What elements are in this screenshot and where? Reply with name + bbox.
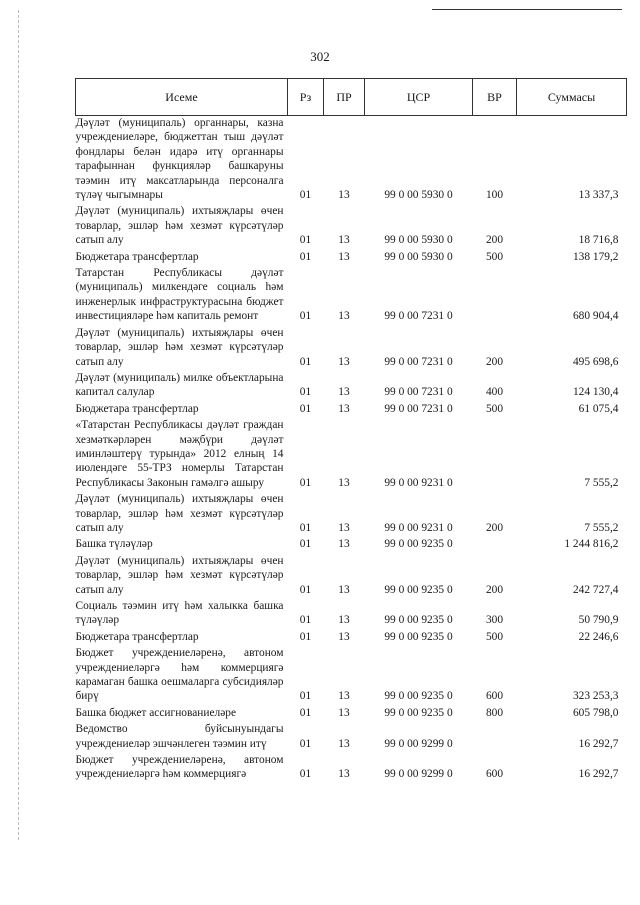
cell-pr: 13	[338, 310, 350, 323]
cell-csr: 99 0 00 9235 0	[384, 538, 453, 551]
cell-sum: 50 790,9	[578, 614, 619, 627]
column-header-name: Исеме	[76, 79, 288, 116]
cell-pr: 13	[338, 476, 350, 489]
cell-pr: 13	[338, 614, 350, 627]
cell-pr: 13	[338, 355, 350, 368]
cell-pr: 13	[338, 521, 350, 534]
cell-pr: 13	[338, 706, 350, 719]
table-row	[76, 416, 627, 490]
cell-rz: 01	[299, 630, 312, 643]
table-row	[76, 324, 627, 369]
cell-name: Бюджетара трансфертлар	[75, 402, 199, 415]
cell-name: Ведомство буйсынуындагы учреждениеләр эшчәнлеген тәэмин итү	[75, 723, 284, 750]
cell-sum: 124 130,4	[572, 386, 619, 399]
cell-pr: 13	[338, 737, 350, 750]
cell-name: Татарстан Республикасы дәүләт (муниципаль) милкендәге социаль һәм инженерлык инфраструктурасына бюджет инвестицияләре һәм капиталь ремонт	[75, 267, 284, 323]
cell-pr: 13	[338, 402, 350, 415]
cell-pr: 13	[338, 690, 350, 703]
cell-name: Бюджетара трансфертлар	[75, 630, 199, 643]
cell-name: Социаль тәэмин итү һәм халыкка башка түләүләр	[75, 600, 284, 627]
cell-sum: 16 292,7	[578, 768, 619, 781]
cell-sum: 16 292,7	[578, 737, 619, 750]
cell-vr	[473, 720, 517, 751]
cell-vr: 300	[485, 614, 504, 627]
cell-rz: 01	[299, 768, 312, 781]
cell-csr: 99 0 00 9235 0	[384, 630, 453, 643]
page-number: 302	[310, 49, 330, 64]
cell-vr: 500	[485, 630, 504, 643]
table-row	[76, 369, 627, 400]
cell-rz: 01	[299, 386, 312, 399]
column-header-sum: Суммасы	[517, 79, 627, 116]
cell-name: «Татарстан Республикасы дәүләт граждан хезмәткәрләрен мәҗбүри дәүләт иминләштерү турында» 2012 елның 14 июлендәге 55-ТРЗ номерлы Татарстан Республикасы Законын гамәлгә ашыру	[75, 419, 284, 489]
cell-csr: 99 0 00 5930 0	[384, 189, 453, 202]
cell-name: Бюджет учреждениеләренә, автоном учреждениеләргә һәм коммерциягә	[75, 754, 284, 781]
cell-vr: 400	[485, 386, 504, 399]
cell-csr: 99 0 00 9231 0	[384, 476, 453, 489]
column-header-rz: Рз	[288, 79, 324, 116]
cell-csr: 99 0 00 5930 0	[384, 234, 453, 247]
cell-sum: 495 698,6	[572, 355, 619, 368]
cell-csr: 99 0 00 9231 0	[384, 521, 453, 534]
cell-pr: 13	[338, 538, 350, 551]
cell-rz: 01	[299, 189, 312, 202]
column-header-pr: ПР	[324, 79, 365, 116]
cell-pr: 13	[338, 768, 350, 781]
column-header-csr: ЦСР	[365, 79, 473, 116]
table-row	[76, 264, 627, 324]
cell-csr: 99 0 00 9235 0	[384, 614, 453, 627]
cell-pr: 13	[338, 189, 350, 202]
table-row	[76, 644, 627, 704]
cell-rz: 01	[299, 614, 312, 627]
cell-name: Дәүләт (муниципаль) ихтыяҗлары өчен товарлар, эшләр һәм хезмәт күрсәтүләр сатып алу	[75, 493, 284, 534]
cell-sum: 138 179,2	[572, 250, 619, 263]
table-row	[76, 751, 627, 782]
cell-rz: 01	[299, 355, 312, 368]
cell-name: Дәүләт (муниципаль) милке объектларына капитал салулар	[75, 371, 284, 399]
cell-vr: 100	[485, 189, 504, 202]
cell-csr: 99 0 00 7231 0	[384, 402, 453, 415]
cell-rz: 01	[299, 737, 312, 750]
cell-vr: 200	[485, 234, 504, 247]
table-row	[76, 202, 627, 247]
cell-vr: 600	[485, 768, 504, 781]
cell-rz: 01	[299, 402, 312, 415]
cell-rz: 01	[299, 583, 312, 596]
cell-name: Дәүләт (муниципаль) ихтыяҗлары өчен товарлар, эшләр һәм хезмәт күрсәтүләр сатып алу	[75, 326, 284, 368]
cell-sum: 242 727,4	[572, 583, 619, 596]
cell-vr	[473, 535, 517, 551]
cell-csr: 99 0 00 9235 0	[384, 690, 453, 703]
cell-pr: 13	[338, 386, 350, 399]
table-row	[76, 490, 627, 535]
cell-sum: 1 244 816,2	[564, 538, 619, 551]
cell-name: Башка түләүләр	[75, 538, 153, 551]
cell-rz: 01	[299, 310, 312, 323]
cell-name: Дәүләт (муниципаль) органнары, казна учреждениеләре, бюджеттан тыш дәүләт фондлары белән идарә итү органнары тарафыннан функцияләр башкаруны тәэмин итү максатларында персоналга түләү чыгымнары	[75, 117, 284, 202]
table-row	[76, 704, 627, 720]
cell-sum: 22 246,6	[578, 630, 619, 643]
table-body	[76, 116, 627, 782]
cell-csr: 99 0 00 9299 0	[384, 768, 453, 781]
table-header-row	[76, 79, 627, 116]
cell-sum: 18 716,8	[578, 234, 619, 247]
cell-rz: 01	[299, 521, 312, 534]
cell-sum: 323 253,3	[572, 690, 619, 703]
cell-csr: 99 0 00 9235 0	[384, 583, 453, 596]
cell-vr: 200	[485, 521, 504, 534]
cell-sum: 61 075,4	[578, 402, 619, 415]
cell-vr: 500	[485, 250, 504, 263]
cell-rz: 01	[299, 476, 312, 489]
column-header-vr: ВР	[473, 79, 517, 116]
cell-sum: 605 798,0	[572, 706, 619, 719]
cell-pr: 13	[338, 250, 350, 263]
table-row	[76, 552, 627, 597]
cell-rz: 01	[299, 706, 312, 719]
table-row	[76, 535, 627, 551]
cell-name: Дәүләт (муниципаль) ихтыяҗлары өчен товарлар, эшләр һәм хезмәт күрсәтүләр сатып алу	[75, 205, 284, 247]
table-row	[76, 720, 627, 751]
cell-pr: 13	[338, 234, 350, 247]
cell-rz: 01	[299, 690, 312, 703]
cell-name: Дәүләт (муниципаль) ихтыяҗлары өчен товарлар, эшләр һәм хезмәт күрсәтүләр сатып алу	[75, 554, 284, 596]
cell-name: Бюджетара трансфертлар	[75, 250, 199, 263]
cell-rz: 01	[299, 234, 312, 247]
cell-vr: 200	[485, 355, 504, 368]
cell-vr	[473, 416, 517, 490]
cell-vr: 800	[485, 706, 504, 719]
cell-sum: 13 337,3	[578, 189, 619, 202]
cell-csr: 99 0 00 9235 0	[384, 706, 453, 719]
cell-csr: 99 0 00 7231 0	[384, 355, 453, 368]
cell-name: Бюджет учреждениеләренә, автоном учреждениеләргә һәм коммерциягә карамаган башка оешмаларга субсидияләр бирү	[75, 647, 284, 703]
cell-pr: 13	[338, 583, 350, 596]
cell-csr: 99 0 00 9299 0	[384, 737, 453, 750]
cell-pr: 13	[338, 630, 350, 643]
cell-vr: 500	[485, 402, 504, 415]
table-row	[76, 628, 627, 644]
cell-csr: 99 0 00 5930 0	[384, 250, 453, 263]
cell-sum: 7 555,2	[584, 476, 619, 489]
cell-vr	[473, 264, 517, 324]
cell-rz: 01	[299, 538, 312, 551]
budget-table	[75, 78, 627, 782]
table-row	[76, 597, 627, 628]
table-row	[76, 116, 627, 203]
cell-csr: 99 0 00 7231 0	[384, 310, 453, 323]
cell-sum: 7 555,2	[584, 521, 619, 534]
cell-csr: 99 0 00 7231 0	[384, 386, 453, 399]
cell-vr: 200	[485, 583, 504, 596]
table-row	[76, 400, 627, 416]
header-rule	[432, 9, 622, 10]
cell-rz: 01	[299, 250, 312, 263]
scan-margin-line	[18, 10, 19, 840]
table-row	[76, 248, 627, 264]
cell-sum: 680 904,4	[572, 310, 619, 323]
cell-vr: 600	[485, 690, 504, 703]
cell-name: Башка бюджет ассигнованиеләре	[75, 706, 237, 719]
